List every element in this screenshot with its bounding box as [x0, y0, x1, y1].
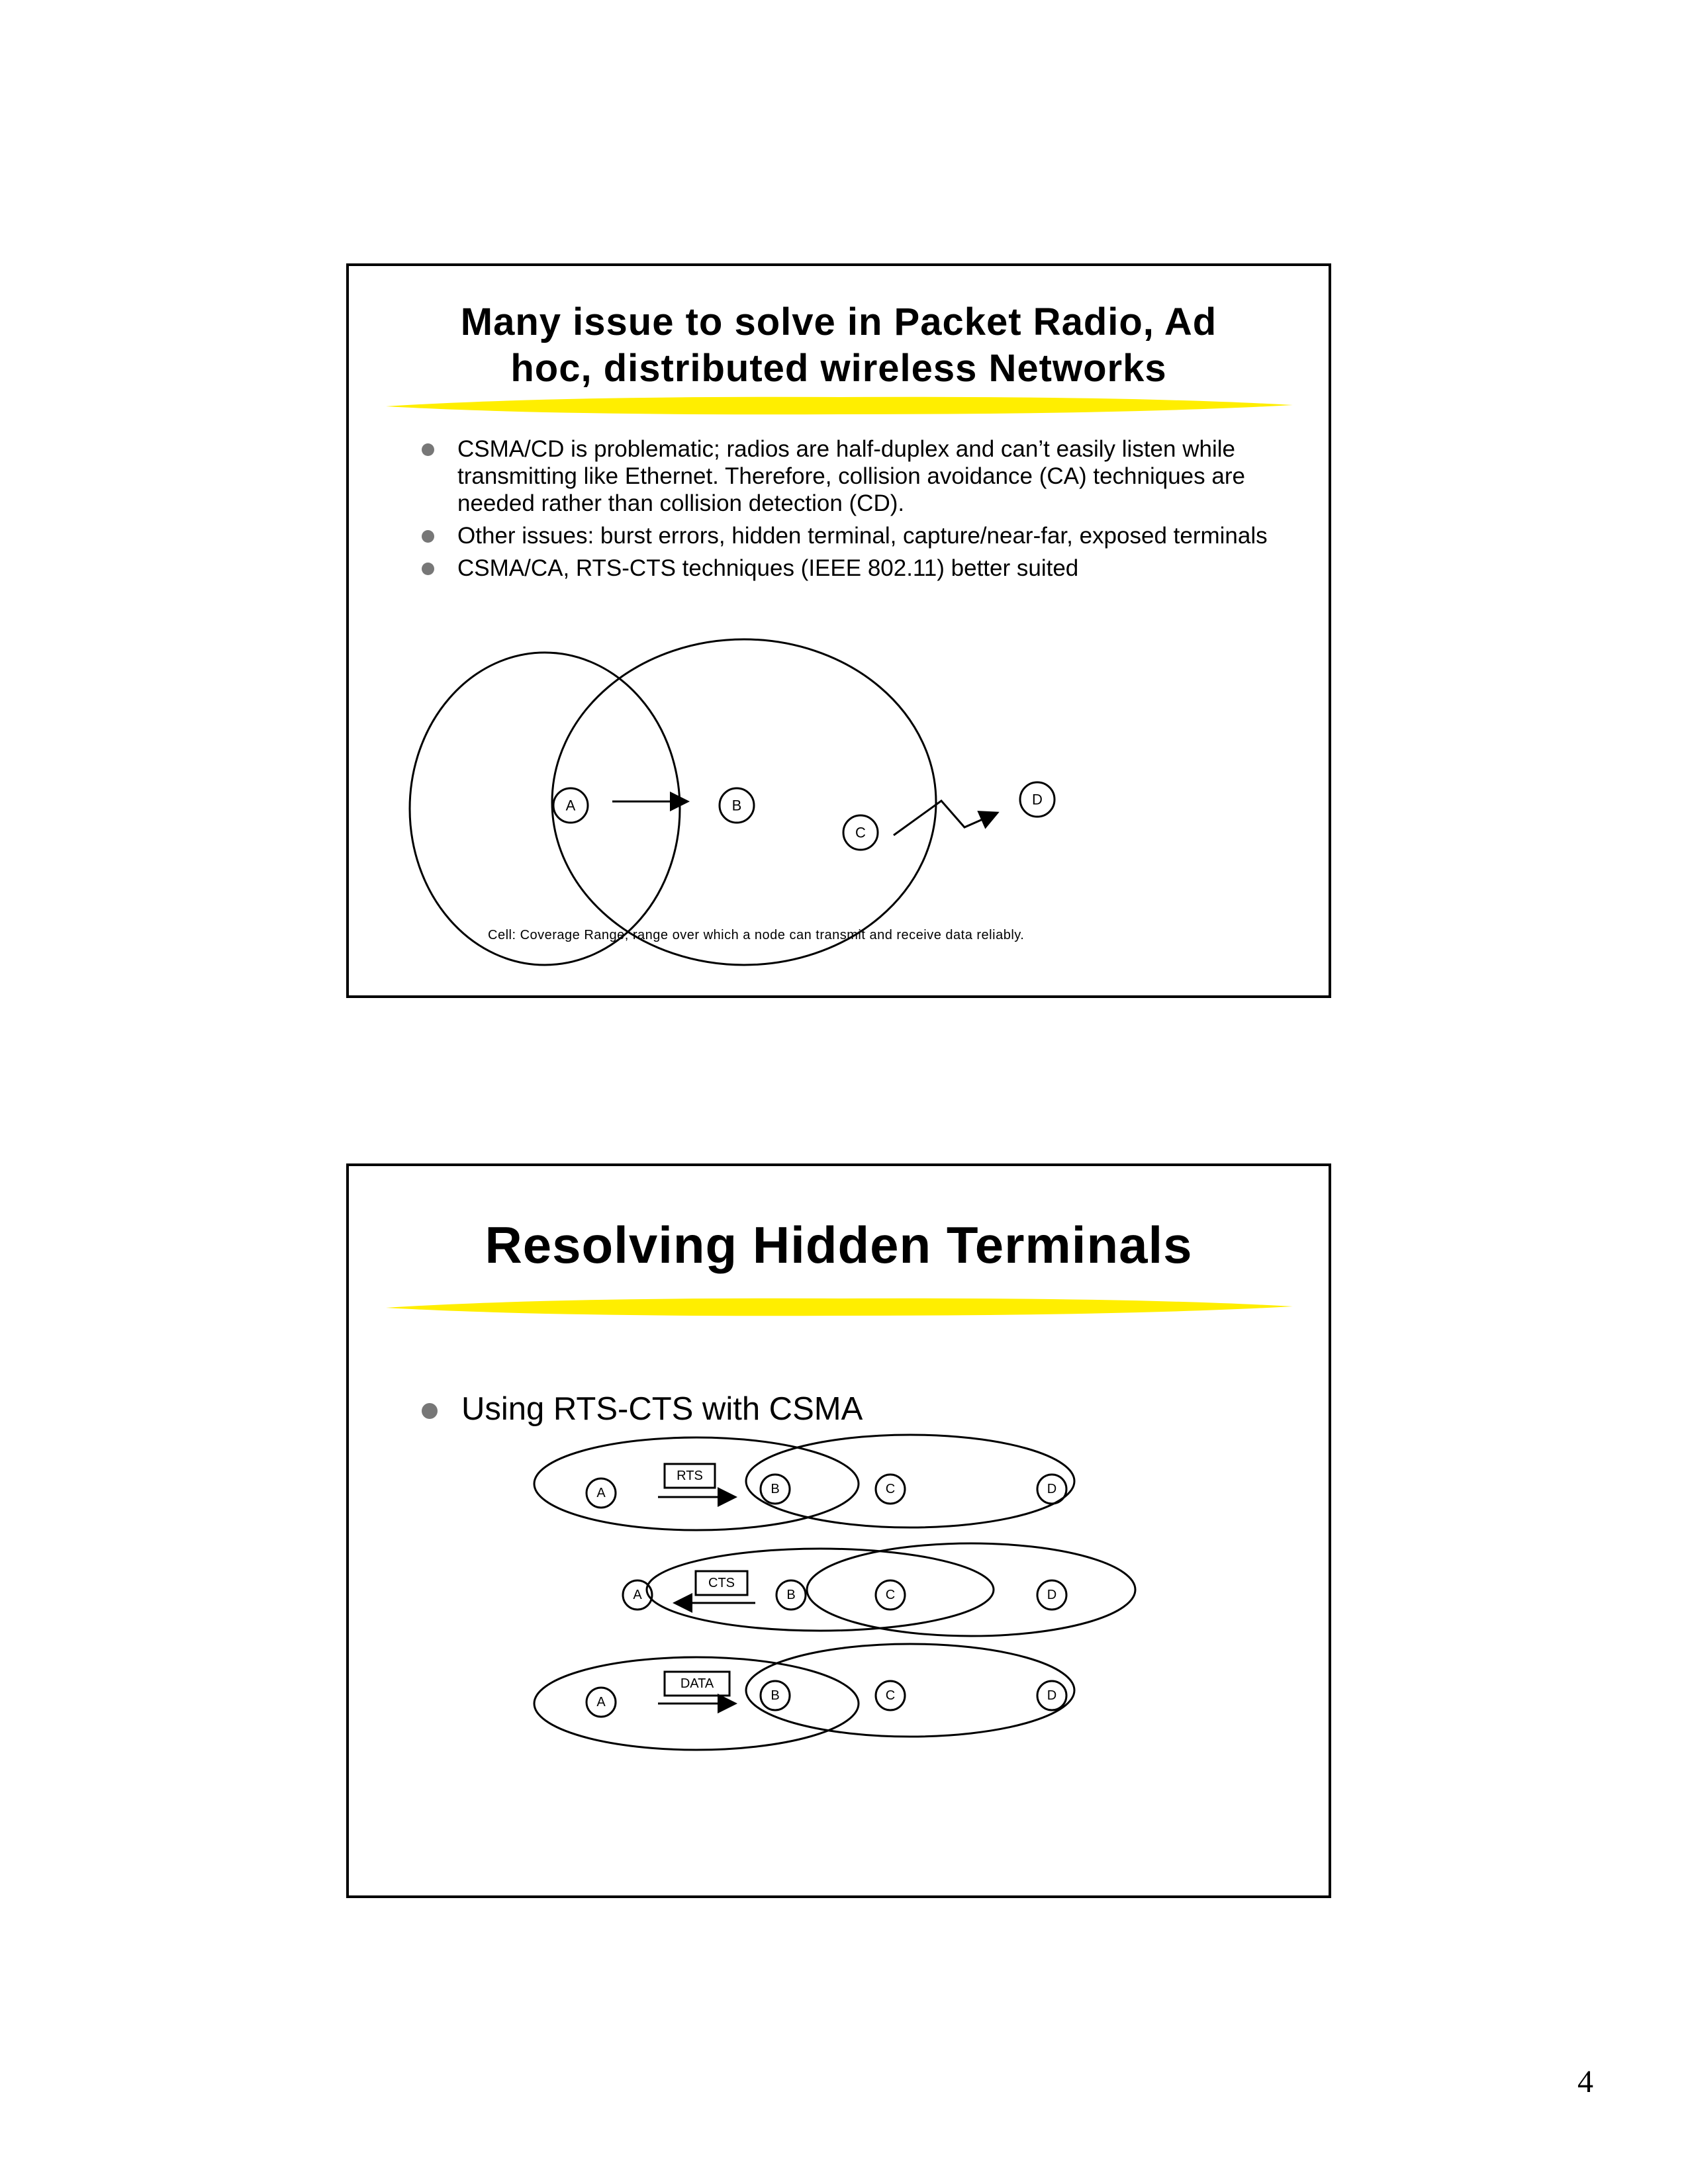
rts-message-label: RTS	[677, 1469, 703, 1483]
node-b-label: B	[771, 1688, 780, 1703]
cell-right-ellipse	[552, 639, 936, 965]
node-b-label: B	[771, 1482, 780, 1496]
cell-right-ellipse	[746, 1644, 1074, 1737]
data-message-label: DATA	[680, 1676, 714, 1691]
cts-row	[623, 1543, 1135, 1636]
slide-1-title-line-2: hoc, distributed wireless Networks	[510, 347, 1167, 390]
bullet-text: CSMA/CA, RTS-CTS techniques (IEEE 802.11) better suited	[457, 555, 1079, 581]
rts-row	[534, 1435, 1074, 1530]
zigzag-arrow-c-to-d	[894, 801, 998, 835]
node-a-label: A	[596, 1486, 606, 1500]
node-d-label: D	[1032, 791, 1043, 808]
page-number: 4	[1577, 2064, 1593, 2099]
node-c-label: C	[885, 1482, 896, 1496]
node-d-label: D	[1047, 1588, 1057, 1602]
coverage-caption: Cell: Coverage Range, range over which a node can transmit and receive data reliably.	[488, 928, 1025, 942]
bullet-text: CSMA/CD is problematic; radios are half-duplex and can’t easily listen while transmitting like Ethernet. Therefore, collision avoidance (CA) techniques are needed rather than collision detection (CD).	[457, 436, 1245, 516]
node-a-label: A	[565, 797, 576, 814]
data-row	[534, 1644, 1074, 1750]
cell-right-ellipse	[746, 1435, 1074, 1527]
node-c-label: C	[885, 1688, 896, 1703]
node-a-label: A	[633, 1588, 642, 1602]
cell-right-ellipse	[807, 1543, 1135, 1636]
slide-1-title-line-1: Many issue to solve in Packet Radio, Ad	[460, 300, 1217, 343]
node-a-label: A	[596, 1695, 606, 1709]
cts-message-label: CTS	[708, 1576, 735, 1590]
coverage-range-diagram	[349, 266, 1329, 995]
node-b-label: B	[786, 1588, 796, 1602]
bullet-text: Other issues: burst errors, hidden terminal, capture/near-far, exposed terminals	[457, 523, 1268, 549]
slide-2-title: Resolving Hidden Terminals	[485, 1216, 1193, 1274]
bullet-text: Using RTS-CTS with CSMA	[461, 1391, 863, 1427]
slide-1	[346, 263, 1331, 998]
node-c-label: C	[855, 824, 866, 841]
node-d-label: D	[1047, 1482, 1057, 1496]
node-d-label: D	[1047, 1688, 1057, 1703]
rts-cts-diagram	[349, 1166, 1329, 1895]
slide-2	[346, 1163, 1331, 1898]
node-c-label: C	[885, 1588, 896, 1602]
cell-left-ellipse	[410, 653, 680, 965]
node-b-label: B	[731, 797, 742, 814]
